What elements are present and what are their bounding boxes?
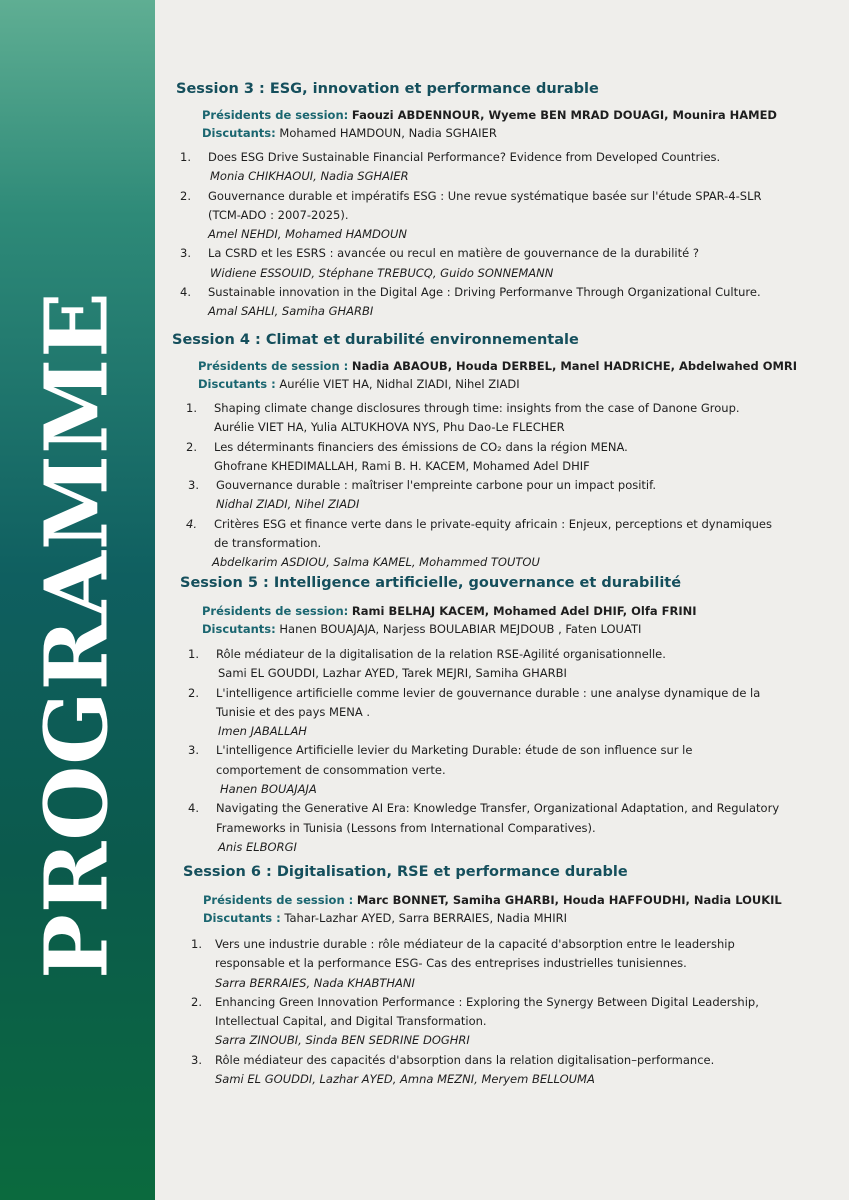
paper-item [186,438,780,477]
paper-authors: Sami EL GOUDDI, Lazhar AYED, Tarek MEJRI, Samiha GHARBI [218,666,567,681]
paper-title: 1. Rôle médiateur de la digitalisation de la relation RSE-Agilité organisationnelle. [188,647,666,661]
programme-side-band [0,0,155,1200]
discussants-label: Discutants: [202,126,276,140]
session-3 [176,80,784,322]
session-4 [172,331,797,573]
paper-list [188,645,780,857]
paper-authors: Amal SAHLI, Samiha GHARBI [208,304,374,319]
paper-item [186,399,780,438]
discussants-names: Tahar-Lazhar AYED, Sarra BERRAIES, Nadia MHIRI [284,911,567,925]
session-presidents [202,106,784,124]
paper-title: 1. Does ESG Drive Sustainable Financial Performance? Evidence from Developed Countries. [180,150,721,164]
paper-item [180,283,784,322]
paper-authors: Nidhal ZIADI, Nihel ZIADI [216,497,360,512]
session-title: Session 6 : Digitalisation, RSE et performance durable [183,864,628,880]
paper-item [180,148,784,187]
paper-title: 1. Vers une industrie durable : rôle médiateur de la capacité d'absorption entre le leadership responsable et la performance ESG- Cas des entreprises industrielles tunisiennes. [191,937,735,971]
discussants-label: Discutants : [198,377,276,391]
paper-item [188,684,780,742]
discussants-label: Discutants : [203,911,281,925]
paper-title: 3. Gouvernance durable : maîtriser l'empreinte carbone pour un impact positif. [188,478,656,493]
paper-authors: Hanen BOUAJAJA [220,782,317,797]
paper-item [191,993,771,1051]
presidents-names: Faouzi ABDENNOUR, Wyeme BEN MRAD DOUAGI, Mounira HAMED [351,108,777,122]
discussants-names: Aurélie VIET HA, Nidhal ZIADI, Nihel ZIADI [279,377,520,391]
paper-item [180,244,784,283]
presidents-names: Marc BONNET, Samiha GHARBI, Houda HAFFOUDHI, Nadia LOUKIL [356,893,782,907]
paper-title: 3. Rôle médiateur des capacités d'absorption dans la relation digitalisation–performance. [191,1052,715,1067]
paper-title: 2. L'intelligence artificielle comme levier de gouvernance durable : une analyse dynamique de la Tunisie et des pays MENA . [188,685,761,719]
session-title: Session 5 : Intelligence artificielle, gouvernance et durabilité [180,575,682,591]
discussants-names: Mohamed HAMDOUN, Nadia SGHAIER [279,126,497,140]
paper-title: 2. Gouvernance durable et impératifs ESG : Une revue systématique basée sur l'étude SPAR-4-SLR (TCM-ADO : 2007-2025). [180,188,762,222]
paper-title: 1. Shaping climate change disclosures through time: insights from the case of Danone Group. [186,401,740,415]
presidents-label: Présidents de session: [202,604,349,618]
paper-list [191,935,771,1089]
discussants-label: Discutants: [202,622,276,636]
session-title: Session 3 : ESG, innovation et performance durable [176,81,599,97]
session-5 [180,574,780,857]
session-6 [183,863,782,1089]
session-discussants [203,909,782,927]
paper-authors: Anis ELBORGI [218,839,297,854]
presidents-label: Présidents de session : [198,359,349,373]
presidents-label: Présidents de session : [203,893,354,907]
paper-item [180,187,784,245]
paper-authors: Aurélie VIET HA, Yulia ALTUKHOVA NYS, Phu Dao-Le FLECHER [214,420,565,435]
programme-title: PROGRAMME [26,291,128,979]
paper-title: 2. Les déterminants financiers des émissions de CO₂ dans la région MENA. [186,439,628,454]
presidents-label: Présidents de session: [202,108,349,122]
paper-authors: Sarra ZINOUBI, Sinda BEN SEDRINE DOGHRI [215,1033,470,1048]
paper-title: 3. L'intelligence Artificielle levier du Marketing Durable: étude de son influence sur le comportement de consommation verte. [188,743,693,777]
paper-item [188,799,780,857]
session-presidents [202,602,780,620]
paper-authors: Sami EL GOUDDI, Lazhar AYED, Amna MEZNI, Meryem BELLOUMA [215,1072,595,1087]
presidents-names: Nadia ABAOUB, Houda DERBEL, Manel HADRICHE, Abdelwahed OMRI [351,359,798,373]
paper-title: 3. La CSRD et les ESRS : avancée ou recul en matière de gouvernance de la durabilité ? [180,246,699,261]
paper-item [188,476,780,515]
paper-authors: Widiene ESSOUID, Stéphane TREBUCQ, Guido SONNEMANN [210,265,554,280]
session-presidents [198,357,797,375]
paper-authors: Ghofrane KHEDIMALLAH, Rami B. H. KACEM, Mohamed Adel DHIF [214,458,590,473]
paper-item [191,935,771,993]
paper-authors: Monia CHIKHAOUI, Nadia SGHAIER [210,169,409,184]
paper-title: 2. Enhancing Green Innovation Performance : Exploring the Synergy Between Digital Leadership, Intellectual Capital, and Digital Transformation. [191,994,759,1029]
presidents-names: Rami BELHAJ KACEM, Mohamed Adel DHIF, Olfa FRINI [351,604,697,618]
session-presidents [203,891,782,909]
paper-item [188,645,780,684]
session-discussants [202,124,784,142]
session-discussants [198,375,797,393]
paper-item [191,1051,771,1090]
paper-authors: Amel NEHDI, Mohamed HAMDOUN [208,227,407,242]
paper-authors: Abdelkarim ASDIOU, Salma KAMEL, Mohammed TOUTOU [212,555,540,570]
paper-list [180,148,784,322]
paper-authors: Imen JABALLAH [218,724,307,739]
discussants-names: Hanen BOUAJAJA, Narjess BOULABIAR MEJDOUB , Faten LOUATI [279,622,642,636]
paper-item [186,515,780,573]
session-discussants [202,620,780,638]
paper-title: 4. Critères ESG et finance verte dans le private-equity africain : Enjeux, perceptions et dynamiques de transformation. [186,516,772,551]
paper-title: 4. Navigating the Generative AI Era: Knowledge Transfer, Organizational Adaptation, and Regulatory Frameworks in Tunisia (Lessons from International Comparatives). [188,801,780,835]
paper-authors: Sarra BERRAIES, Nada KHABTHANI [215,975,415,990]
paper-title: 4. Sustainable innovation in the Digital Age : Driving Performanve Through Organizational Culture. [180,285,761,300]
session-title: Session 4 : Climat et durabilité environnementale [172,332,579,348]
paper-list [186,399,780,573]
paper-item [188,741,780,799]
